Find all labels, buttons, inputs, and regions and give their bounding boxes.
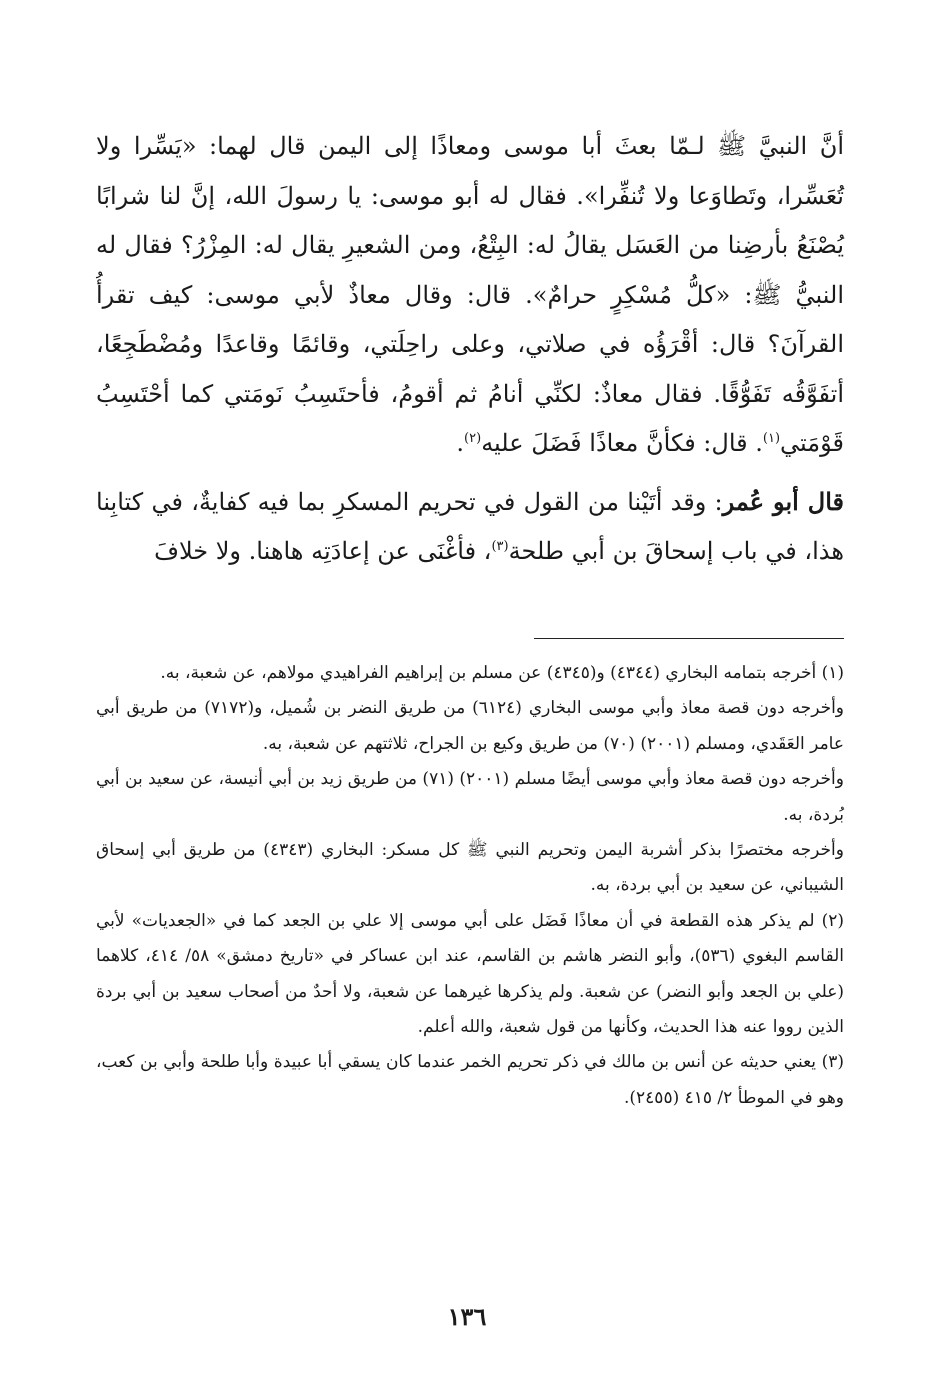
page-number: ١٣٦ [447,1302,487,1331]
paragraph-1-end: . [456,429,465,457]
footnote-3: (٣) يعني حديثه عن أنس بن مالك في ذكر تحريم الخمر عندما كان يسقي أبا عبيدة وأبا طلحة وأبي بن كعب، وهو في الموطأ ٢/ ٤١٥ (٢٤٥٥). [96,1052,844,1108]
footnote-ref-3[interactable]: (٣) [491,539,509,554]
paragraph-1 [96,122,844,469]
main-text [96,122,844,577]
footnote-ref-1[interactable]: (١) [762,431,781,446]
footnote-ref-2[interactable]: (٢) [464,431,482,446]
paragraph-1-text: أنَّ النبيَّ ﷺ لـمّا بعثَ أبا موسى ومعاذًا إلى اليمن قال لهما: «يَسِّرا ولا تُعَسِّرا، وتَطاوَعا ولا تُنفِّرا». فقال له أبو موسى: يا رسولَ الله، إنَّ لنا شرابًا يُصْنَعُ بأرضِنا من العَسَل يقالُ له: البِتْعُ، ومن الشعيرِ يقال له: المِزْرُ؟ فقال له النبيُّ ﷺ: «كلُّ مُسْكِرٍ حرامٌ». قال: وقال معاذٌ لأبي موسى: كيف تقرأُ القرآنَ؟ قال: أقْرَؤُه في صلاتي، وعلى راحِلَتي، وقائمًا وقاعدًا ومُضْطَجِعًا، أتفَوَّقُه تَفَوُّقًا. فقال معاذٌ: لكنِّي أنامُ ثم أقومُ، فأحتَسِبُ نَومَتي كما أحْتَسِبُ قَوْمَتي [96,132,844,457]
footnote-1: (١) أخرجه بتمامه البخاري (٤٣٤٤) و(٤٣٤٥) عن مسلم بن إبراهيم الفراهيدي مولاهم، عن شعبة، به. [160,663,844,683]
footnote-1-cont-b: وأخرجه دون قصة معاذ وأبي موسى أيضًا مسلم (٢٠٠١) (٧١) من طريق زيد بن أبي أنيسة، عن سعيد بن أبي بُردة، به. [96,769,844,825]
footnote-2: (٢) لم يذكر هذه القطعة في أن معاذًا فَضَل على أبي موسى إلا علي بن الجعد كما في «الجعديات» لأبي القاسم البغوي (٥٣٦)، وأبو النضر هاشم بن القاسم، عند ابن عساكر في «تاريخ دمشق» ٥٨/ ٤١٤، كلاهما (علي بن الجعد وأبو النضر) عن شعبة. ولم يذكرها غيرهما عن شعبة، ولا أحدٌ من أصحاب سعيد بن أبي بردة الذين رووا عنه هذا الحديث، وكأنها من قول شعبة، والله أعلم. [96,910,844,1038]
paragraph-2-text: : وقد أتَيْنا من القول في تحريم المسكرِ بما فيه كفايةٌ، في كتابِنا هذا، في باب إسحاقَ بن أبي طلحة [96,487,844,565]
paragraph-2-end: ، فأغْنَى عن إعادَتِه هاهنا. ولا خلافَ [154,537,492,565]
footnotes [96,656,844,1116]
footnote-divider [534,638,844,639]
footnote-1-cont-a: وأخرجه دون قصة معاذ وأبي موسى البخاري (٦١٢٤) من طريق النضر بن شُميل، و(٧١٧٢) من طريق أبي عامر العَقَدي، ومسلم (٢٠٠١) (٧٠) من طريق وكيع بن الجراح، ثلاثتهم عن شعبة، به. [96,698,845,754]
footnote-1-cont-c: وأخرجه مختصرًا بذكر أشربة اليمن وتحريم النبي ﷺ كل مسكر: البخاري (٤٣٤٣) من طريق أبي إسحاق الشيباني، عن سعيد بن أبي بردة، به. [96,840,844,896]
paragraph-2-lead: قال أبو عُمر [722,486,844,516]
paragraph-2 [96,477,844,577]
paragraph-1-continuation: . قال: فكأنَّ معاذًا فَضَلَ عليه [481,429,763,457]
